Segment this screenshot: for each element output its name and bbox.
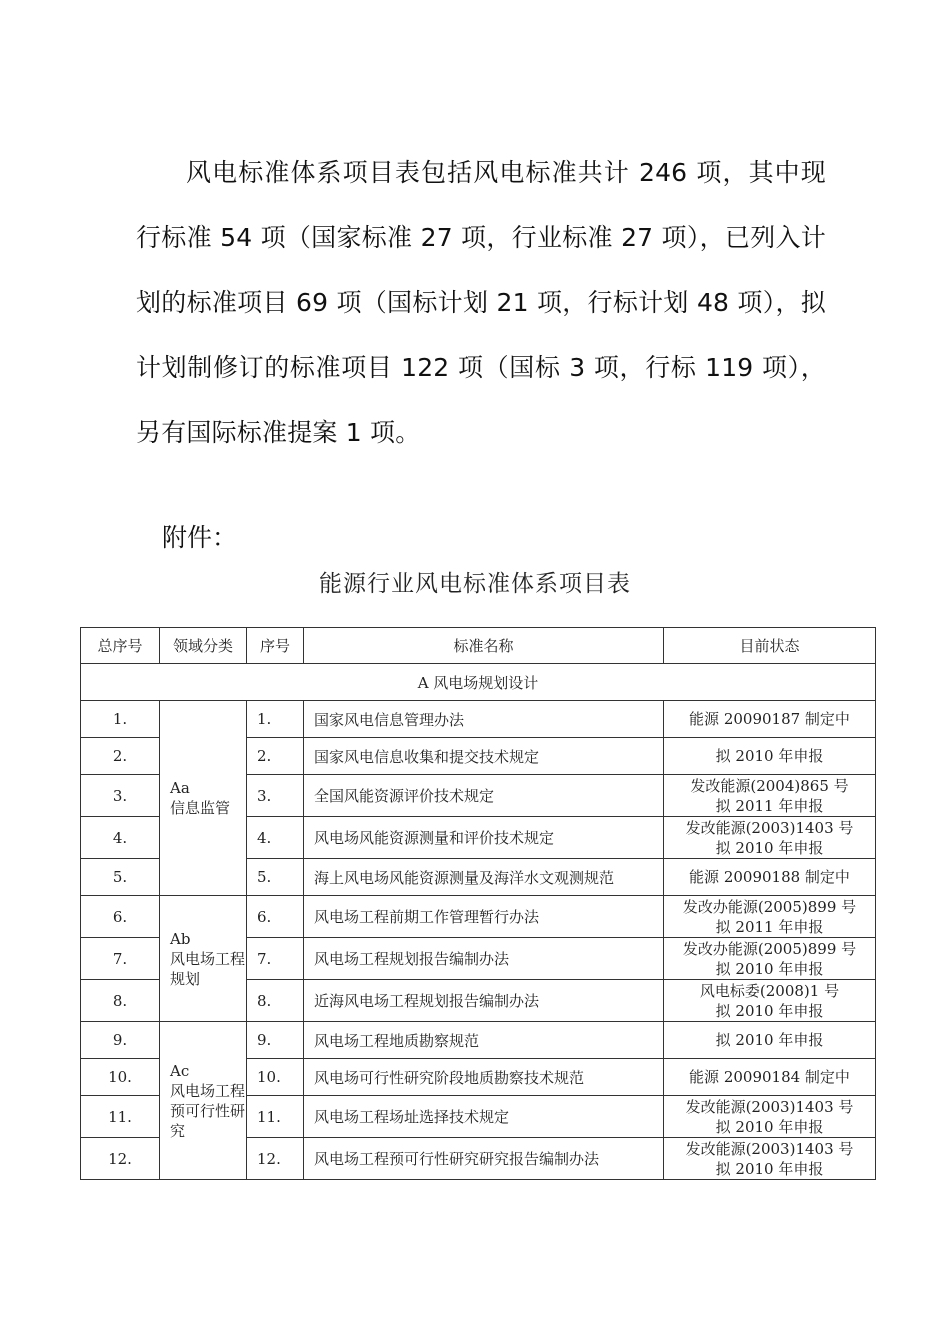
seq-cell: 3. [247, 775, 304, 817]
status-line: 发改能源(2003)1403 号 [685, 818, 854, 837]
seq-cell: 11. [247, 1096, 304, 1138]
status-cell [664, 1059, 876, 1096]
domain-code: Ab [170, 929, 191, 948]
status-line: 发改能源(2003)1403 号 [685, 1139, 854, 1158]
header-status: 目前状态 [664, 628, 876, 664]
status-line: 拟 2010 年申报 [715, 1031, 824, 1049]
domain-code: Aa [170, 779, 190, 797]
header-standard-name: 标准名称 [304, 628, 664, 664]
total-no-cell: 3. [81, 775, 160, 817]
status-line: 拟 2011 年申报 [715, 796, 824, 815]
seq-cell: 1. [247, 701, 304, 738]
domain-name: 信息监管 [170, 799, 231, 817]
total-no-cell: 2. [81, 738, 160, 775]
domain-cell [160, 896, 247, 1022]
intro-paragraph: 风电标准体系项目表包括风电标准共计 246 项，其中现行标准 54 项（国家标准 27 项，行业标准 27 项），已列入计划的标准项目 69 项（国标计划 21 项，行标计划 48 项），拟计划制修订的标准项目 122 项（国标 3 项，行标 119 项），另有国际标准提案 1 项。 [136, 158, 826, 447]
status-cell [664, 859, 876, 896]
seq-cell: 12. [247, 1138, 304, 1180]
standard-name-cell: 风电场工程前期工作管理暂行办法 [304, 896, 664, 938]
seq-cell: 7. [247, 938, 304, 980]
status-line: 能源 20090188 制定中 [689, 868, 850, 886]
domain-name: 风电场工程预可行性研究 [170, 1081, 246, 1140]
status-line: 风电标委(2008)1 号 [699, 981, 840, 1000]
status-line: 能源 20090184 制定中 [689, 1068, 850, 1086]
standard-name-cell: 风电场风能资源测量和评价技术规定 [304, 817, 664, 859]
standard-name-cell: 近海风电场工程规划报告编制办法 [304, 980, 664, 1022]
total-no-cell: 10. [81, 1059, 160, 1096]
table-row [81, 1022, 876, 1059]
seq-cell: 2. [247, 738, 304, 775]
section-row [81, 664, 876, 701]
table-header-row [81, 628, 876, 664]
header-domain: 领域分类 [160, 628, 247, 664]
standards-table [80, 627, 876, 1180]
status-cell [664, 738, 876, 775]
total-no-cell: 8. [81, 980, 160, 1022]
standard-name-cell: 全国风能资源评价技术规定 [304, 775, 664, 817]
seq-cell: 4. [247, 817, 304, 859]
status-cell [664, 701, 876, 738]
status-cell [664, 1096, 876, 1138]
status-cell [664, 817, 876, 859]
status-line: 拟 2010 年申报 [715, 747, 824, 765]
total-no-cell: 5. [81, 859, 160, 896]
domain-cell [160, 1022, 247, 1180]
seq-cell: 8. [247, 980, 304, 1022]
standard-name-cell: 风电场工程预可行性研究研究报告编制办法 [304, 1138, 664, 1180]
standard-name-cell: 风电场工程场址选择技术规定 [304, 1096, 664, 1138]
status-cell [664, 1022, 876, 1059]
status-line: 能源 20090187 制定中 [689, 710, 850, 728]
status-line: 拟 2010 年申报 [715, 959, 824, 978]
status-line: 发改能源(2003)1403 号 [685, 1097, 854, 1116]
status-line: 拟 2010 年申报 [715, 1001, 824, 1020]
section-title: A 风电场规划设计 [81, 664, 876, 701]
standard-name-cell: 海上风电场风能资源测量及海洋水文观测规范 [304, 859, 664, 896]
total-no-cell: 11. [81, 1096, 160, 1138]
total-no-cell: 4. [81, 817, 160, 859]
total-no-cell: 1. [81, 701, 160, 738]
status-cell [664, 775, 876, 817]
table-row [81, 701, 876, 738]
seq-cell: 9. [247, 1022, 304, 1059]
total-no-cell: 9. [81, 1022, 160, 1059]
seq-cell: 5. [247, 859, 304, 896]
table-row [81, 896, 876, 938]
status-line: 发改办能源(2005)899 号 [682, 897, 857, 916]
standard-name-cell: 风电场工程规划报告编制办法 [304, 938, 664, 980]
seq-cell: 6. [247, 896, 304, 938]
total-no-cell: 7. [81, 938, 160, 980]
status-line: 拟 2010 年申报 [715, 838, 824, 857]
attachment-label: 附件： [162, 523, 238, 552]
standard-name-cell: 国家风电信息收集和提交技术规定 [304, 738, 664, 775]
status-cell [664, 938, 876, 980]
total-no-cell: 6. [81, 896, 160, 938]
status-line: 拟 2011 年申报 [715, 917, 824, 936]
domain-code: Ac [170, 1061, 190, 1080]
status-cell [664, 980, 876, 1022]
domain-cell [160, 701, 247, 896]
header-total-no: 总序号 [81, 628, 160, 664]
status-cell [664, 1138, 876, 1180]
header-seq: 序号 [247, 628, 304, 664]
status-cell [664, 896, 876, 938]
status-line: 拟 2010 年申报 [715, 1159, 824, 1178]
table-title: 能源行业风电标准体系项目表 [319, 571, 631, 597]
status-line: 发改办能源(2005)899 号 [682, 939, 857, 958]
status-line: 拟 2010 年申报 [715, 1117, 824, 1136]
standard-name-cell: 国家风电信息管理办法 [304, 701, 664, 738]
standard-name-cell: 风电场工程地质勘察规范 [304, 1022, 664, 1059]
domain-name: 风电场工程规划 [170, 949, 246, 988]
seq-cell: 10. [247, 1059, 304, 1096]
total-no-cell: 12. [81, 1138, 160, 1180]
standard-name-cell: 风电场可行性研究阶段地质勘察技术规范 [304, 1059, 664, 1096]
status-line: 发改能源(2004)865 号 [690, 776, 849, 795]
